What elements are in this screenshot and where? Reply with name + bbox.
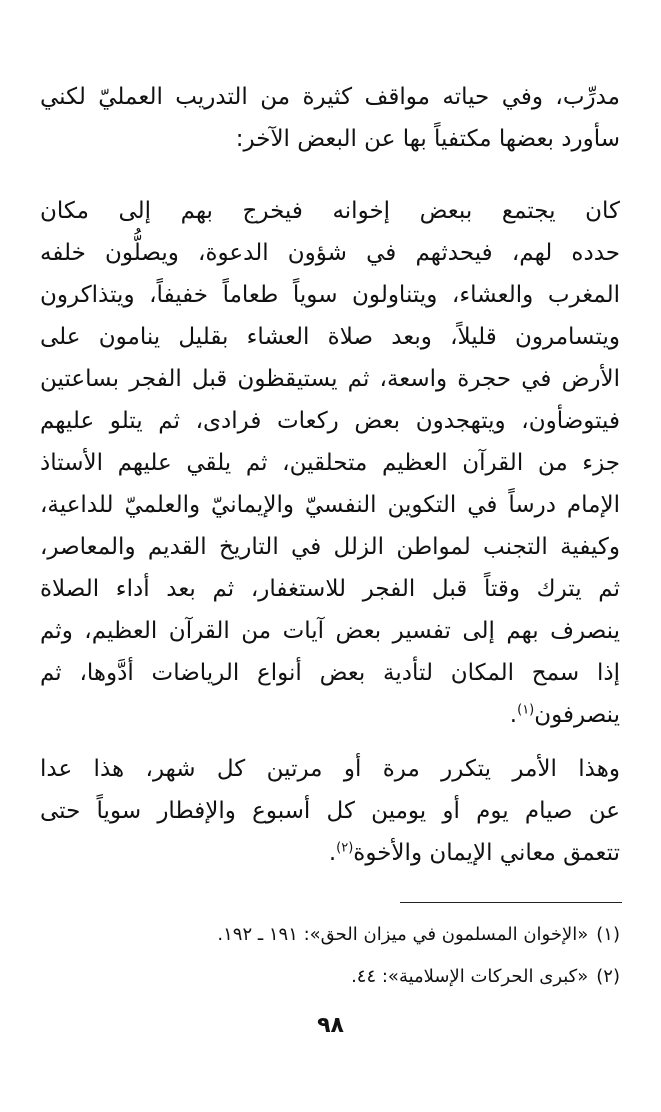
footnotes	[40, 914, 620, 998]
footnote-number: (٢)	[596, 966, 620, 987]
paragraph-1	[40, 76, 620, 160]
paragraph-last-line	[40, 832, 620, 874]
paragraph-line: عن صيام يوم أو يومين كل أسبوع والإفطار سوياً حتى	[40, 798, 620, 824]
paragraph-line: وهذا الأمر يتكرر مرة أو مرتين كل شهر، هذا عدا	[40, 756, 620, 782]
footnote-separator	[400, 902, 622, 903]
paragraph-line: ويتسامرون قليلاً، وبعد صلاة العشاء بقليل ينامون على	[40, 324, 620, 350]
footnote-text: «الإخوان المسلمون في ميزان الحق»: ١٩١ ـ ١٩٢.	[217, 924, 589, 945]
paragraph-line-text: ينصرفون	[534, 702, 620, 728]
paragraph-line: المغرب والعشاء، ويتناولون سوياً طعاماً خفيفاً، ويتذاكرون	[40, 282, 620, 308]
paragraph-3	[40, 748, 620, 874]
paragraph-line: الأرض في حجرة واسعة، ثم يستيقظون قبل الفجر بساعتين	[40, 366, 620, 392]
sentence-end: .	[328, 840, 337, 866]
paragraph-line: جزء من القرآن العظيم متحلقين، ثم يلقي عليهم الأستاذ	[40, 450, 620, 476]
paragraph-line-text: تتعمق معاني الإيمان والأخوة	[353, 840, 620, 866]
paragraph-line: مدرِّب، وفي حياته مواقف كثيرة من التدريب العمليّ لكني	[40, 84, 620, 110]
paragraph-line: سأورد بعضها مكتفياً بها عن البعض الآخر:	[235, 126, 620, 152]
footnote-number: (١)	[596, 924, 620, 945]
paragraph-line: الإمام درساً في التكوين النفسيّ والإيمانيّ والعلميّ للداعية،	[40, 492, 620, 518]
page-number: ٩٨	[317, 1013, 344, 1038]
paragraph-line: حدده لهم، فيحدثهم في شؤون الدعوة، ويصلُّون خلفه	[40, 240, 620, 266]
sentence-end: .	[509, 702, 518, 728]
paragraph-line: ينصرف بهم إلى تفسير بعض آيات من القرآن العظيم، وثم	[40, 618, 620, 644]
footnote-reference-2: (٢)	[336, 840, 354, 856]
footnote-1	[40, 914, 620, 956]
footnote-text: «كبرى الحركات الإسلامية»: ٤٤.	[351, 966, 589, 987]
paragraph-line: وكيفية التجنب لمواطن الزلل في التاريخ القديم والمعاصر،	[40, 534, 620, 560]
paragraph-2	[40, 190, 620, 736]
paragraph-line: إذا سمح المكان لتأدية بعض أنواع الرياضات أدَّوها، ثم	[40, 660, 620, 686]
paragraph-last-line	[40, 694, 620, 736]
paragraph-line: ثم يترك وقتاً قبل الفجر للاستغفار، ثم بعد أداء الصلاة	[40, 576, 620, 602]
footnote-reference-1: (١)	[517, 702, 535, 718]
paragraph-line: كان يجتمع ببعض إخوانه فيخرج بهم إلى مكان	[40, 198, 620, 224]
paragraph-line: فيتوضأون، ويتهجدون بعض ركعات فرادى، ثم يتلو عليهم	[40, 408, 620, 434]
footnote-2	[40, 956, 620, 998]
